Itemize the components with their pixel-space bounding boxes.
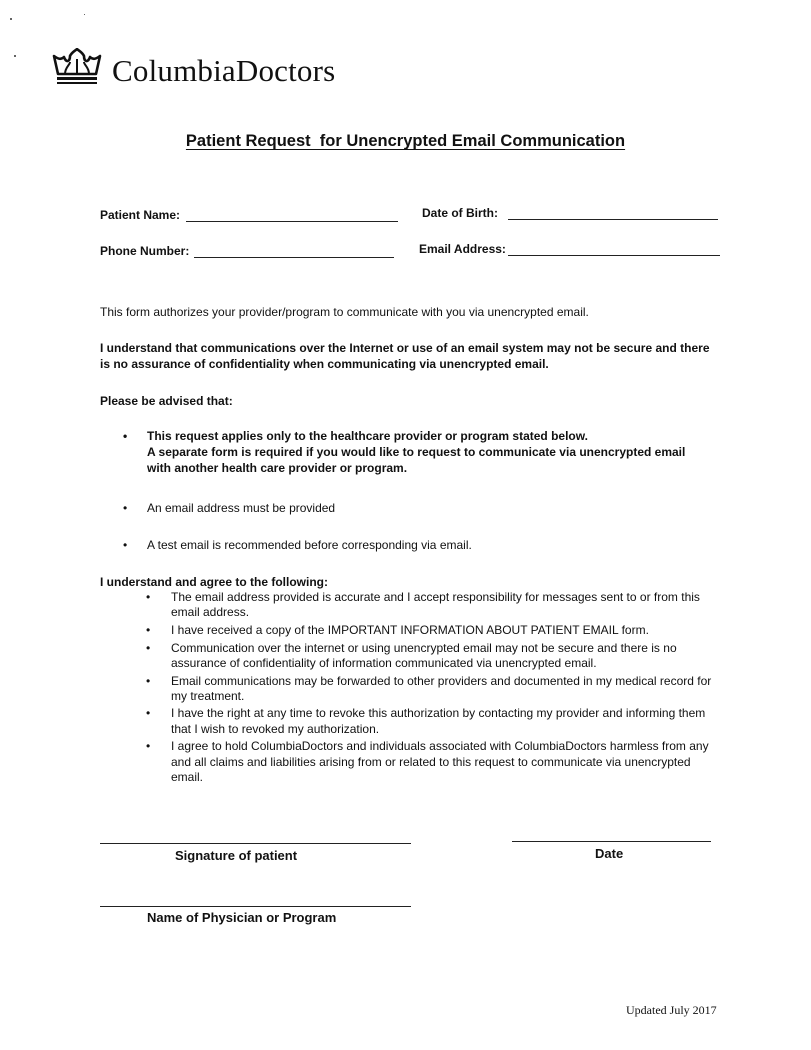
scan-speck [10,18,12,20]
understand-statement: I understand that communications over the Internet or use of an email system may not be secure and there is no assurance of confidentiality when communicating via unencrypted email. [100,341,710,371]
email-field[interactable] [508,255,720,256]
advised-list [123,428,707,476]
date-line[interactable] [512,841,711,842]
phone-field[interactable] [194,257,394,258]
dob-label: Date of Birth: [422,206,498,220]
bullet-icon: • [146,706,151,721]
logo-text: ColumbiaDoctors [112,52,336,88]
patient-name-label: Patient Name: [100,208,181,222]
patient-name-field[interactable] [186,221,398,222]
scan-speck [84,14,85,15]
crown-icon [52,48,102,93]
bullet-icon: • [123,538,128,552]
patient-signature-label: Signature of patient [175,848,298,863]
email-label: Email Address: [419,242,506,256]
bullet-icon: • [123,501,128,515]
bullet-icon: • [146,673,151,688]
agree-item: • I have received a copy of the IMPORTANT INFORMATION ABOUT PATIENT EMAIL form. [146,622,649,637]
advised-item: • An email address must be provided [123,501,336,515]
physician-name-line[interactable] [100,906,411,907]
agree-item: • Email communications may be forwarded to other providers and documented in my medical record for my treatment. [146,673,712,703]
agree-item: • Communication over the internet or using unencrypted email may not be secure and there is no assurance of confidentiality of information communicated via unencrypted email. [146,640,677,670]
agree-heading: I understand and agree to the following: [100,575,329,589]
agree-item: • I have the right at any time to revoke this authorization by contacting my provider and informing them that I wish to revoked my authorization. [146,706,706,736]
agree-item: • The email address provided is accurate and I accept responsibility for messages sent to or from this email address. [146,590,700,620]
bullet-icon: • [146,622,151,637]
form-title: Patient Request for Unencrypted Email Communication [185,132,626,150]
phone-label: Phone Number: [100,244,190,258]
advised-item: • A test email is recommended before corresponding via email. [123,538,472,552]
updated-date: Updated July 2017 [626,1003,717,1017]
agree-item: • I agree to hold ColumbiaDoctors and individuals associated with ColumbiaDoctors harmless from any and all claims and liabilities arising from or related to this request to communicate via unencrypted email. [146,739,709,784]
date-label: Date [595,846,624,861]
bullet-icon: • [146,739,151,754]
advised-heading: Please be advised that: [100,394,233,408]
physician-name-label: Name of Physician or Program [147,910,337,925]
columbia-doctors-logo [52,48,335,93]
bullet-icon: • [123,429,128,443]
advised-item: • This request applies only to the healthcare provider or program stated below. A separate form is required if you would like to request to communicate via unencrypted email with another health care provider or program. [123,429,686,475]
scan-speck [14,55,16,57]
patient-signature-line[interactable] [100,843,411,844]
bullet-icon: • [146,590,151,604]
intro-text: This form authorizes your provider/program to communicate with you via unencrypted email. [100,305,589,319]
agree-list [146,590,714,787]
dob-field[interactable] [508,219,718,220]
bullet-icon: • [146,640,151,655]
